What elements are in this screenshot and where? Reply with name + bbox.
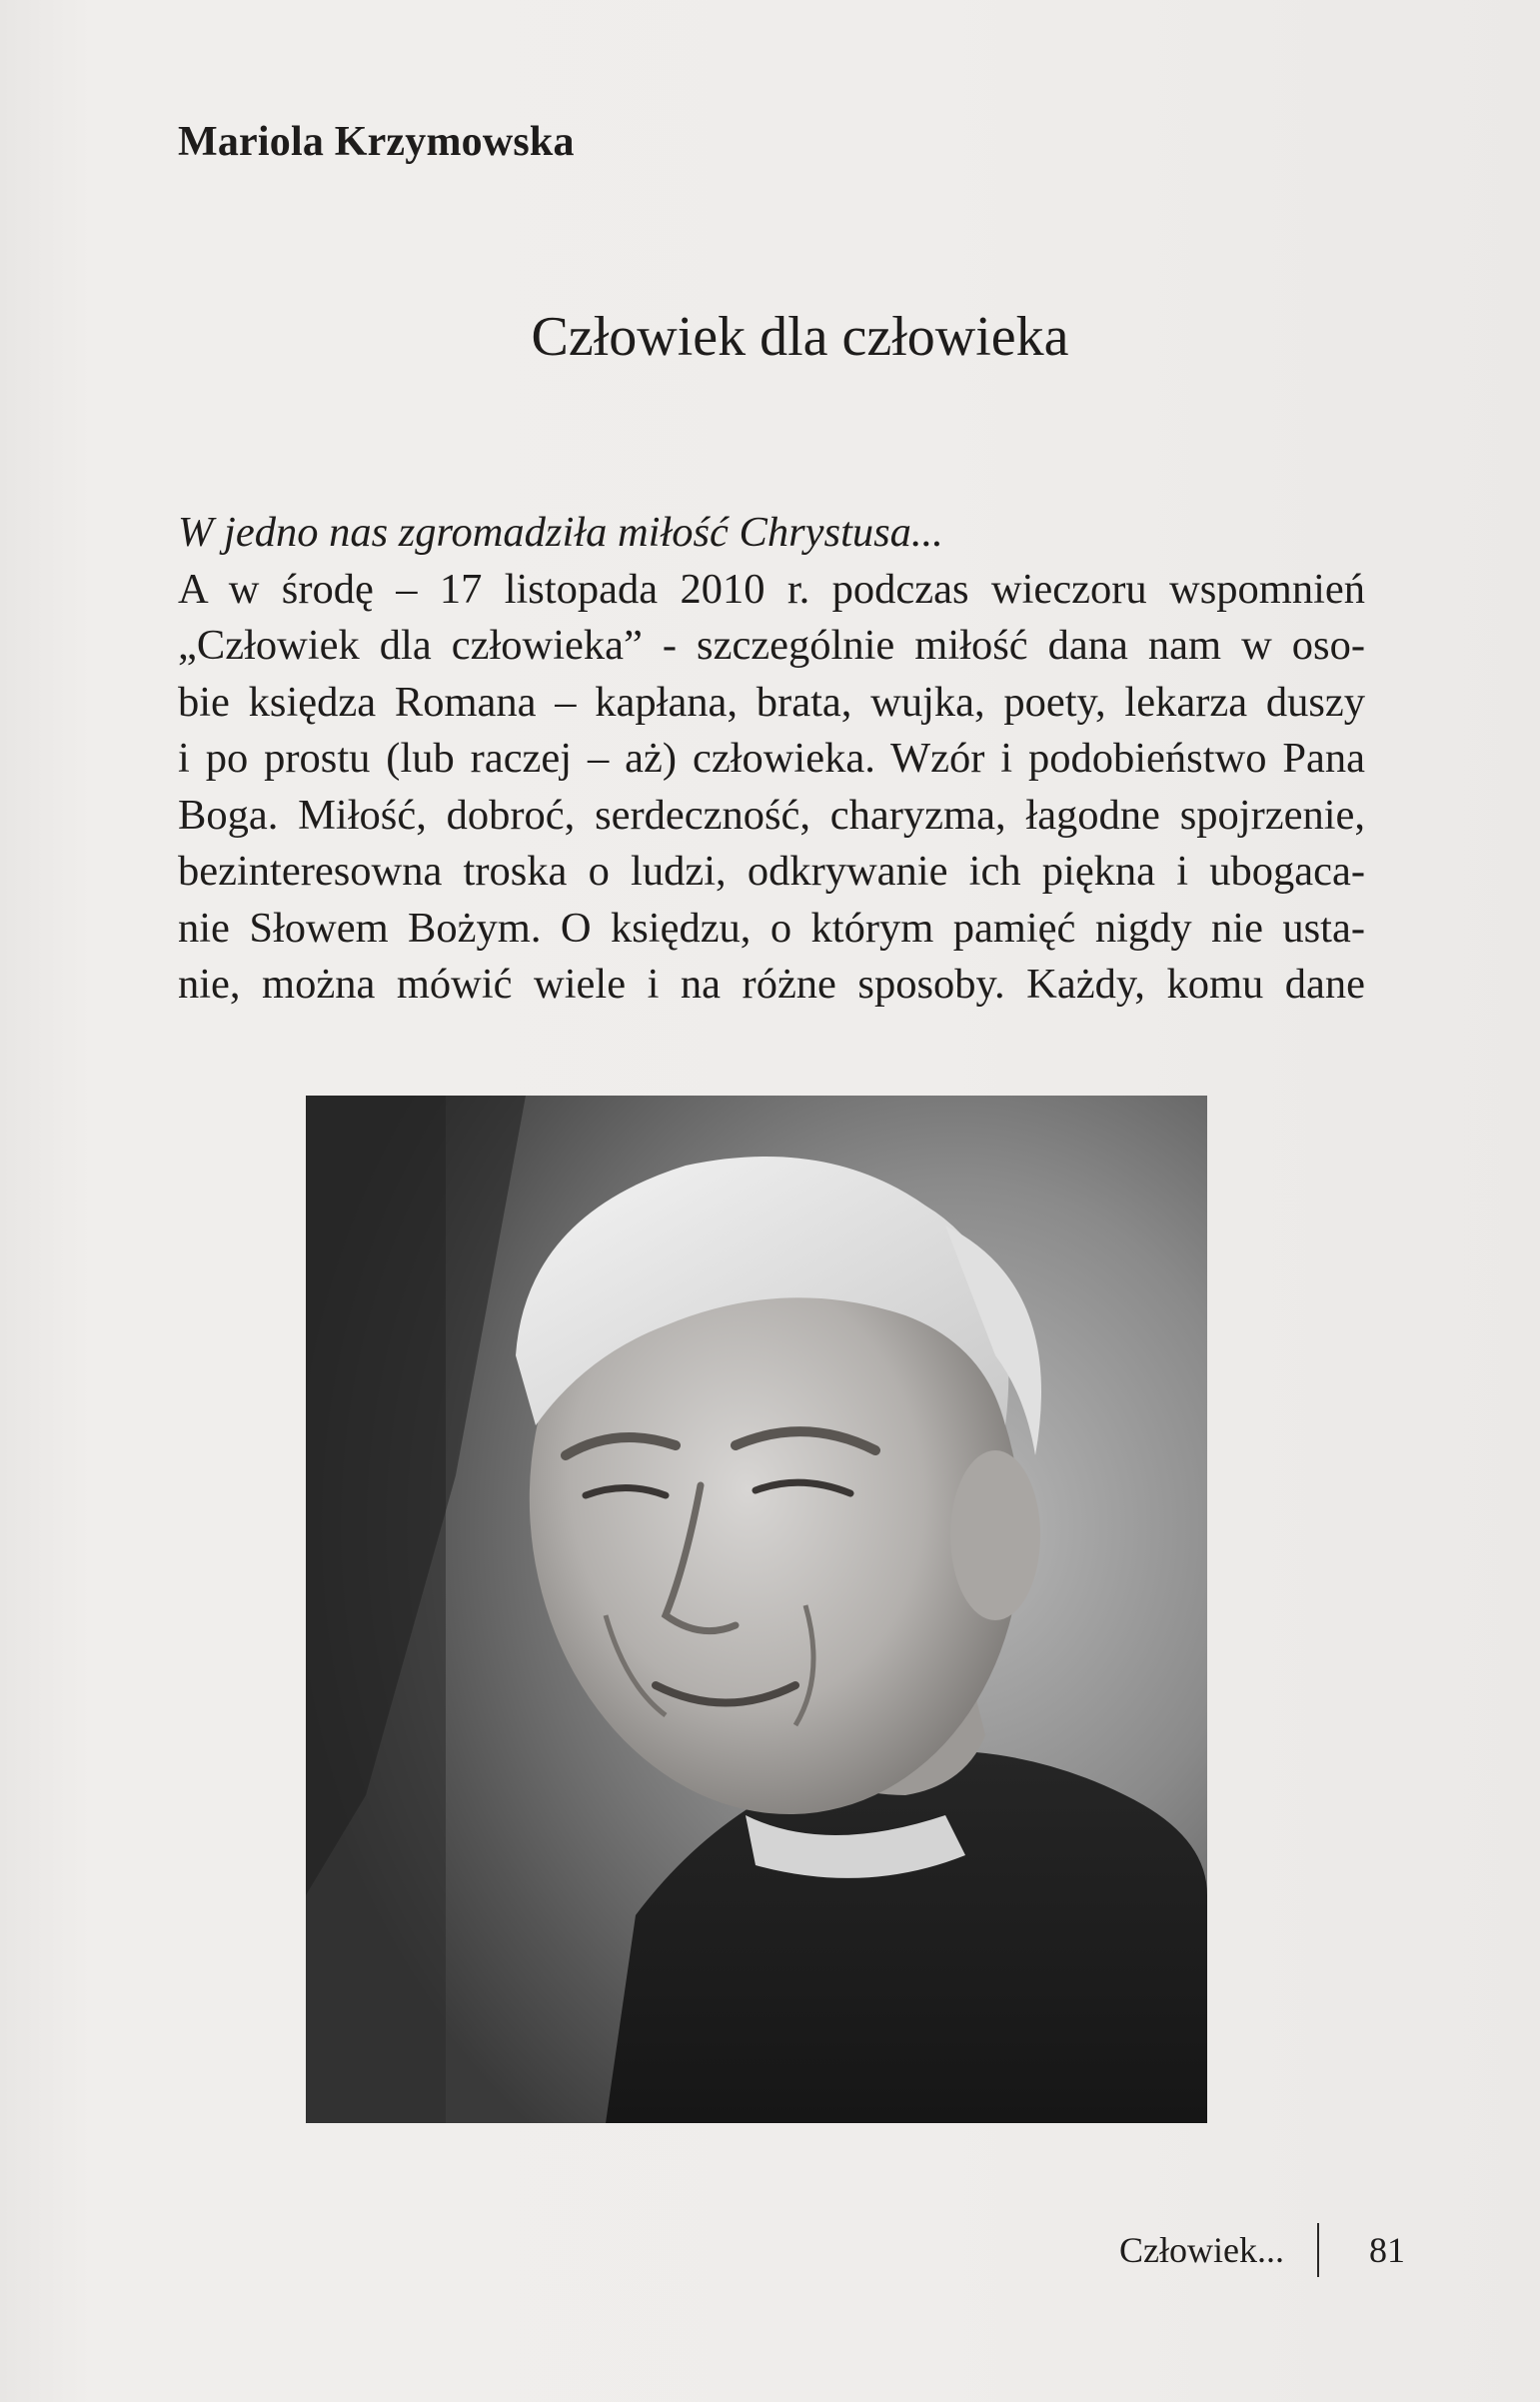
body-line: „Człowiek dla człowieka” - szczególnie miłość dana nam w oso- <box>178 622 1365 669</box>
running-head: Człowiek... <box>1119 2230 1284 2270</box>
epigraph: W jedno nas zgromadziła miłość Chrystusa... <box>178 509 943 556</box>
page-footer <box>0 2229 1540 2289</box>
priest-portrait-photo <box>306 1096 1207 2123</box>
footer-divider <box>1317 2223 1319 2277</box>
body-line: bie księdza Romana – kapłana, brata, wujka, poety, lekarza duszy <box>178 678 1365 726</box>
portrait-illustration <box>306 1096 1207 2123</box>
body-line: A w środę – 17 listopada 2010 r. podczas wieczoru wspomnień <box>178 565 1365 613</box>
body-line: nie, można mówić wiele i na różne sposoby. Każdy, komu dane <box>178 961 1365 1008</box>
article-title: Człowiek dla człowieka <box>531 306 1069 368</box>
paragraph <box>178 562 1365 1014</box>
body-line: bezinteresowna troska o ludzi, odkrywanie ich piękna i ubogaca- <box>178 848 1365 895</box>
body-line: Boga. Miłość, dobroć, serdeczność, charyzma, łagodne spojrzenie, <box>178 791 1365 839</box>
body-line: i po prostu (lub raczej – aż) człowieka. Wzór i podobieństwo Pana <box>178 735 1365 782</box>
body-line: nie Słowem Bożym. O księdzu, o którym pamięć nigdy nie usta- <box>178 904 1365 952</box>
page-number: 81 <box>1369 2230 1405 2270</box>
article-body <box>178 505 1365 1014</box>
author-name: Mariola Krzymowska <box>178 119 575 165</box>
